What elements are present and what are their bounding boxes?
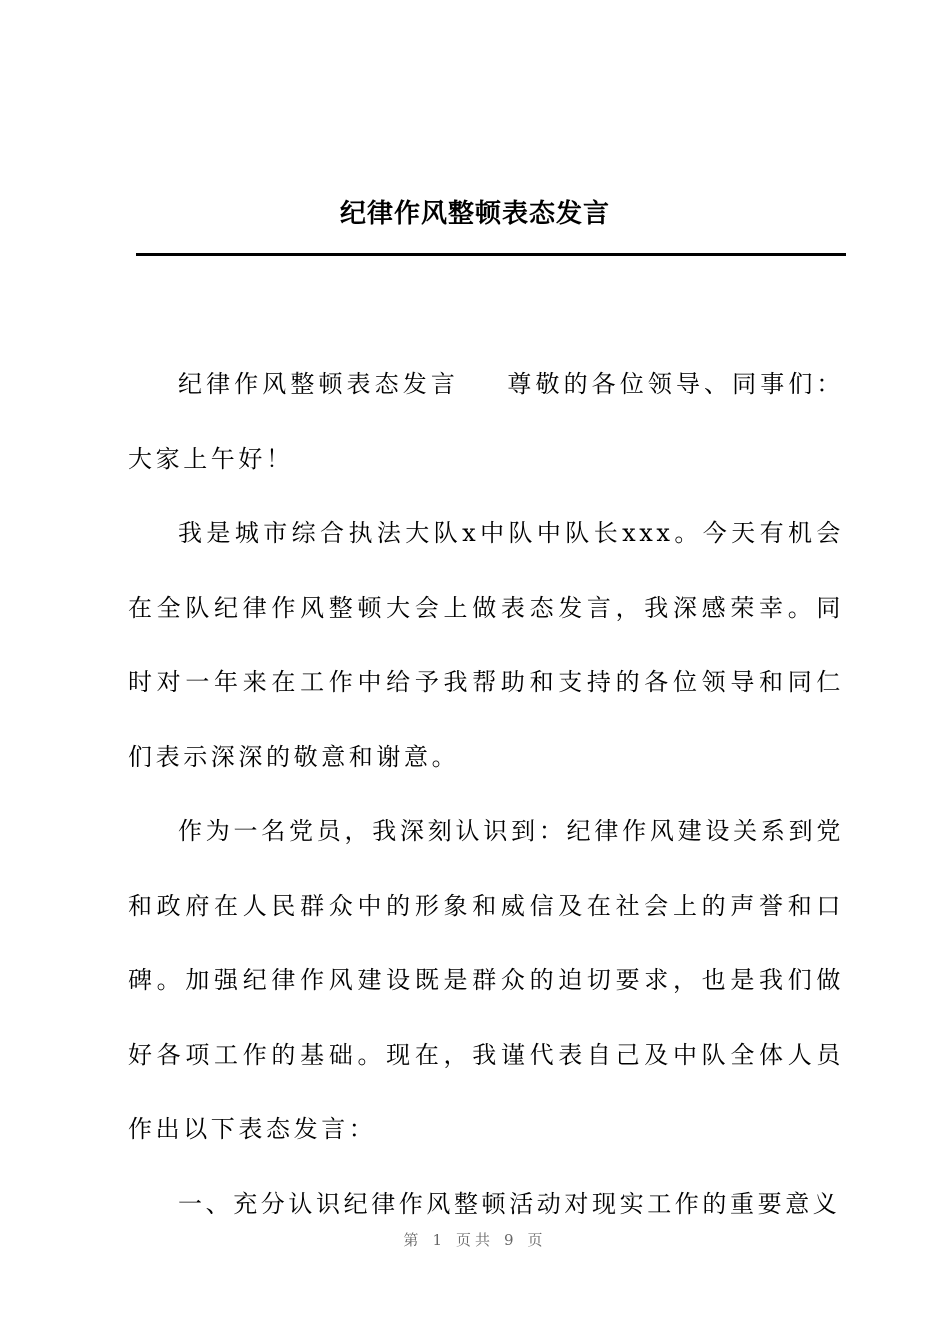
footer-total-pages: 9 bbox=[504, 1231, 518, 1249]
document-title: 纪律作风整顿表态发言 bbox=[339, 199, 610, 229]
paragraph-greeting bbox=[128, 347, 844, 496]
paragraph-lead-title: 纪律作风整顿表态发言 bbox=[178, 370, 459, 398]
title-underline-rule bbox=[136, 253, 846, 256]
footer-page-label: 第 bbox=[403, 1231, 423, 1249]
paragraph-greeting-text: 尊敬的各位领导、同事们：大家上午好！ bbox=[128, 370, 845, 473]
document-body bbox=[128, 347, 844, 1241]
footer-suffix: 页 bbox=[527, 1231, 547, 1249]
footer-total-label: 页共 bbox=[455, 1231, 494, 1249]
footer-current-page: 1 bbox=[432, 1231, 446, 1249]
page-footer bbox=[0, 1229, 950, 1250]
paragraph-understanding: 作为一名党员，我深刻认识到：纪律作风建设关系到党和政府在人民群众中的形象和威信及在社会上的声誉和口碑。加强纪律作风建设既是群众的迫切要求，也是我们做好各项工作的基础。现在，我谨代表自己及中队全体人员作出以下表态发言： bbox=[128, 817, 844, 1143]
paragraph-section-heading: 一、充分认识纪律作风整顿活动对现实工作的重要意义 bbox=[178, 1189, 841, 1218]
paragraph-introduction: 我是城市综合执法大队x中队中队长xxx。今天有机会在全队纪律作风整顿大会上做表态发言，我深感荣幸。同时对一年来在工作中给予我帮助和支持的各位领导和同仁们表示深深的敬意和谢意。 bbox=[128, 519, 844, 771]
